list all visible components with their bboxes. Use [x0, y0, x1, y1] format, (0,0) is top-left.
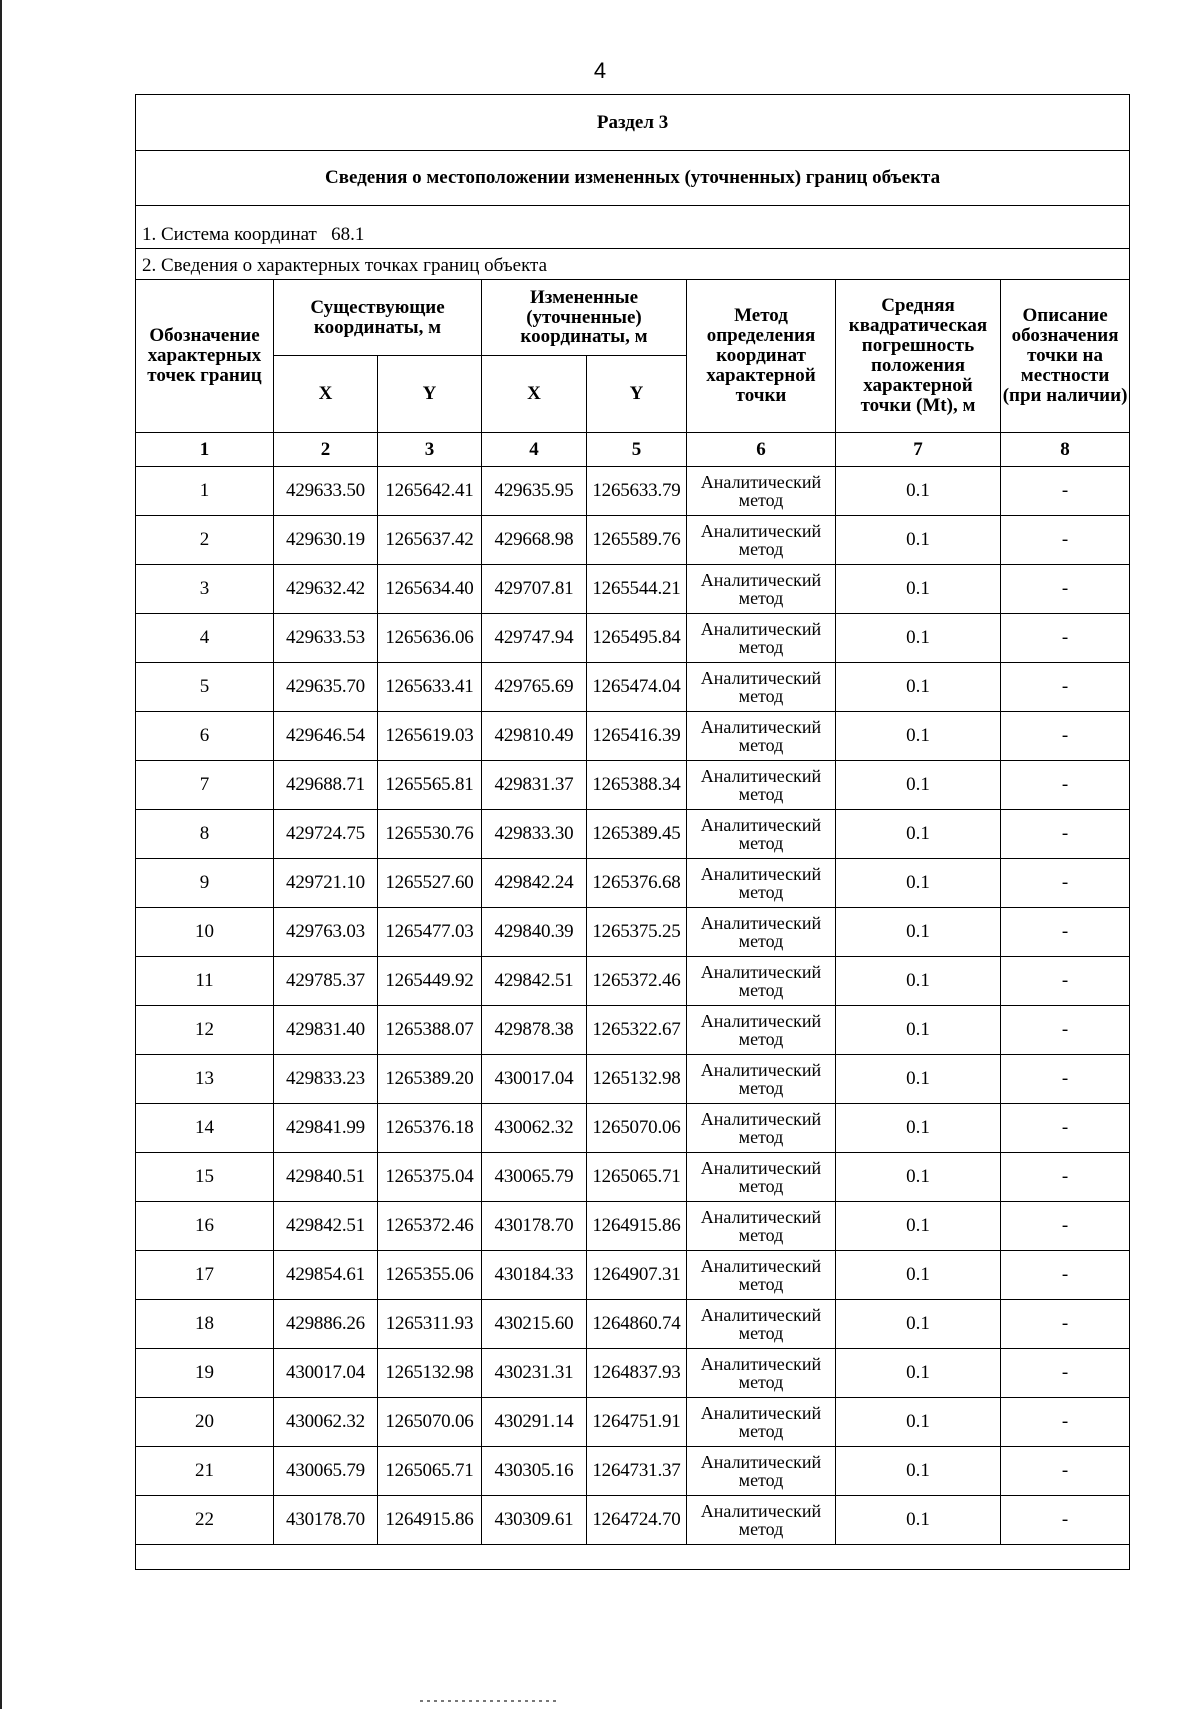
mean-square-error: 0.1 — [836, 1496, 1001, 1545]
column-number: 4 — [482, 433, 587, 467]
header-changed-y: Y — [587, 356, 687, 433]
method-line-2: метод — [738, 686, 784, 706]
changed-x: 430215.60 — [482, 1300, 587, 1349]
changed-x: 430062.32 — [482, 1104, 587, 1153]
method-line-1: Аналитический — [700, 1452, 822, 1472]
changed-x: 429747.94 — [482, 614, 587, 663]
changed-y: 1265416.39 — [587, 712, 687, 761]
point-number: 3 — [136, 565, 274, 614]
point-description: - — [1001, 467, 1130, 516]
table-row — [136, 1006, 1130, 1055]
existing-y: 1265565.81 — [378, 761, 482, 810]
changed-y: 1264751.91 — [587, 1398, 687, 1447]
table-row — [136, 908, 1130, 957]
changed-x: 429878.38 — [482, 1006, 587, 1055]
method-line-2: метод — [738, 1029, 784, 1049]
existing-x: 429630.19 — [274, 516, 378, 565]
method — [687, 467, 836, 516]
mean-square-error: 0.1 — [836, 516, 1001, 565]
changed-y: 1265322.67 — [587, 1006, 687, 1055]
table-row — [136, 1398, 1130, 1447]
method-line-1: Аналитический — [700, 962, 822, 982]
header-designation: Обозначение характерных точек границ — [136, 280, 274, 433]
method-line-2: метод — [738, 735, 784, 755]
point-number: 11 — [136, 957, 274, 1006]
mean-square-error: 0.1 — [836, 467, 1001, 516]
existing-x: 429724.75 — [274, 810, 378, 859]
column-numbers-row — [136, 433, 1130, 467]
table-footer-row — [136, 1545, 1130, 1570]
existing-y: 1265619.03 — [378, 712, 482, 761]
method-line-2: метод — [738, 1225, 784, 1245]
method-line-1: Аналитический — [700, 1060, 822, 1080]
existing-x: 429688.71 — [274, 761, 378, 810]
existing-x: 429763.03 — [274, 908, 378, 957]
existing-y: 1265388.07 — [378, 1006, 482, 1055]
changed-y: 1265070.06 — [587, 1104, 687, 1153]
point-description: - — [1001, 810, 1130, 859]
point-number: 18 — [136, 1300, 274, 1349]
header-changed-coordinates: Измененные (уточненные) координаты, м — [482, 280, 687, 356]
point-description: - — [1001, 1251, 1130, 1300]
method — [687, 1251, 836, 1300]
column-number: 1 — [136, 433, 274, 467]
changed-y: 1265376.68 — [587, 859, 687, 908]
table-row — [136, 614, 1130, 663]
changed-x: 430309.61 — [482, 1496, 587, 1545]
method-line-1: Аналитический — [700, 717, 822, 737]
point-description: - — [1001, 516, 1130, 565]
changed-y: 1264731.37 — [587, 1447, 687, 1496]
point-number: 20 — [136, 1398, 274, 1447]
table-row — [136, 1349, 1130, 1398]
method-line-2: метод — [738, 1078, 784, 1098]
changed-x: 429635.95 — [482, 467, 587, 516]
mean-square-error: 0.1 — [836, 1202, 1001, 1251]
existing-x: 430017.04 — [274, 1349, 378, 1398]
point-number: 1 — [136, 467, 274, 516]
column-number: 5 — [587, 433, 687, 467]
changed-x: 429842.51 — [482, 957, 587, 1006]
mean-square-error: 0.1 — [836, 1006, 1001, 1055]
existing-x: 429632.42 — [274, 565, 378, 614]
point-number: 8 — [136, 810, 274, 859]
existing-y: 1265376.18 — [378, 1104, 482, 1153]
point-number: 7 — [136, 761, 274, 810]
method-line-1: Аналитический — [700, 1207, 822, 1227]
method-line-1: Аналитический — [700, 913, 822, 933]
point-description: - — [1001, 712, 1130, 761]
mean-square-error: 0.1 — [836, 957, 1001, 1006]
changed-y: 1265372.46 — [587, 957, 687, 1006]
method-line-2: метод — [738, 1274, 784, 1294]
changed-x: 430184.33 — [482, 1251, 587, 1300]
changed-y: 1265544.21 — [587, 565, 687, 614]
point-description: - — [1001, 1055, 1130, 1104]
existing-x: 429785.37 — [274, 957, 378, 1006]
points-info-label: 2. Сведения о характерных точках границ объекта — [142, 255, 548, 277]
table-row — [136, 1202, 1130, 1251]
changed-x: 429668.98 — [482, 516, 587, 565]
point-description: - — [1001, 1447, 1130, 1496]
point-number: 10 — [136, 908, 274, 957]
existing-y: 1265311.93 — [378, 1300, 482, 1349]
changed-x: 429840.39 — [482, 908, 587, 957]
changed-x: 430291.14 — [482, 1398, 587, 1447]
existing-x: 429633.53 — [274, 614, 378, 663]
coordinate-system-value: 68.1 — [331, 224, 365, 246]
method-line-2: метод — [738, 1127, 784, 1147]
method — [687, 614, 836, 663]
method-line-2: метод — [738, 1470, 784, 1490]
point-description: - — [1001, 663, 1130, 712]
existing-y: 1265065.71 — [378, 1447, 482, 1496]
existing-y: 1265636.06 — [378, 614, 482, 663]
table-row — [136, 516, 1130, 565]
method-line-2: метод — [738, 1176, 784, 1196]
changed-y: 1264907.31 — [587, 1251, 687, 1300]
existing-x: 429831.40 — [274, 1006, 378, 1055]
method-line-1: Аналитический — [700, 570, 822, 590]
table-row — [136, 1153, 1130, 1202]
point-description: - — [1001, 1202, 1130, 1251]
existing-y: 1265637.42 — [378, 516, 482, 565]
existing-y: 1265642.41 — [378, 467, 482, 516]
changed-x: 430017.04 — [482, 1055, 587, 1104]
table-row — [136, 1104, 1130, 1153]
method-line-2: метод — [738, 980, 784, 1000]
changed-x: 429833.30 — [482, 810, 587, 859]
point-number: 12 — [136, 1006, 274, 1055]
scan-specks — [420, 1700, 560, 1702]
method — [687, 1104, 836, 1153]
existing-y: 1264915.86 — [378, 1496, 482, 1545]
method — [687, 761, 836, 810]
point-description: - — [1001, 1153, 1130, 1202]
mean-square-error: 0.1 — [836, 859, 1001, 908]
method-line-2: метод — [738, 1323, 784, 1343]
existing-y: 1265372.46 — [378, 1202, 482, 1251]
point-description: - — [1001, 908, 1130, 957]
existing-x: 429833.23 — [274, 1055, 378, 1104]
header-existing-y: Y — [378, 356, 482, 433]
existing-x: 430065.79 — [274, 1447, 378, 1496]
changed-y: 1265495.84 — [587, 614, 687, 663]
method — [687, 712, 836, 761]
method — [687, 663, 836, 712]
table-row — [136, 467, 1130, 516]
point-number: 6 — [136, 712, 274, 761]
mean-square-error: 0.1 — [836, 1055, 1001, 1104]
method — [687, 810, 836, 859]
coordinate-system-row — [136, 206, 1130, 249]
point-number: 19 — [136, 1349, 274, 1398]
header-existing-x: X — [274, 356, 378, 433]
existing-y: 1265070.06 — [378, 1398, 482, 1447]
changed-y: 1265389.45 — [587, 810, 687, 859]
point-description: - — [1001, 1300, 1130, 1349]
column-number: 8 — [1001, 433, 1130, 467]
method-line-2: метод — [738, 1519, 784, 1539]
method-line-1: Аналитический — [700, 619, 822, 639]
changed-y: 1265388.34 — [587, 761, 687, 810]
existing-y: 1265633.41 — [378, 663, 482, 712]
header-error: Средняя квадратическая погрешность положения характерной точки (Mt), м — [836, 280, 1001, 433]
points-info-row — [136, 249, 1130, 280]
changed-y: 1265474.04 — [587, 663, 687, 712]
point-number: 13 — [136, 1055, 274, 1104]
changed-y: 1265589.76 — [587, 516, 687, 565]
changed-x: 429765.69 — [482, 663, 587, 712]
method — [687, 516, 836, 565]
changed-x: 430305.16 — [482, 1447, 587, 1496]
existing-x: 429842.51 — [274, 1202, 378, 1251]
method-line-1: Аналитический — [700, 1256, 822, 1276]
method-line-1: Аналитический — [700, 864, 822, 884]
table-row — [136, 1251, 1130, 1300]
mean-square-error: 0.1 — [836, 1349, 1001, 1398]
changed-x: 429831.37 — [482, 761, 587, 810]
point-description: - — [1001, 957, 1130, 1006]
method-line-1: Аналитический — [700, 1158, 822, 1178]
table-row — [136, 712, 1130, 761]
point-description: - — [1001, 1006, 1130, 1055]
method — [687, 1006, 836, 1055]
method — [687, 908, 836, 957]
table-row — [136, 1496, 1130, 1545]
existing-x: 430178.70 — [274, 1496, 378, 1545]
table-row — [136, 1055, 1130, 1104]
empty-footer-cell — [136, 1545, 1130, 1570]
method-line-2: метод — [738, 588, 784, 608]
mean-square-error: 0.1 — [836, 614, 1001, 663]
table-row — [136, 1447, 1130, 1496]
changed-y: 1265375.25 — [587, 908, 687, 957]
table-row — [136, 663, 1130, 712]
header-method: Метод определения координат характерной точки — [687, 280, 836, 433]
point-number: 9 — [136, 859, 274, 908]
method-line-2: метод — [738, 1372, 784, 1392]
header-existing-coordinates: Существующие координаты, м — [274, 280, 482, 356]
column-number: 7 — [836, 433, 1001, 467]
point-description: - — [1001, 1496, 1130, 1545]
section-subtitle: Сведения о местоположении измененных (уточненных) границ объекта — [136, 151, 1130, 206]
mean-square-error: 0.1 — [836, 1300, 1001, 1349]
table-row — [136, 957, 1130, 1006]
header-description: Описание обозначения точки на местности (при наличии) — [1001, 280, 1130, 433]
method-line-2: метод — [738, 784, 784, 804]
existing-y: 1265530.76 — [378, 810, 482, 859]
mean-square-error: 0.1 — [836, 712, 1001, 761]
method — [687, 1447, 836, 1496]
mean-square-error: 0.1 — [836, 663, 1001, 712]
column-number: 3 — [378, 433, 482, 467]
mean-square-error: 0.1 — [836, 908, 1001, 957]
table-row — [136, 565, 1130, 614]
mean-square-error: 0.1 — [836, 1398, 1001, 1447]
method-line-2: метод — [738, 539, 784, 559]
changed-y: 1264860.74 — [587, 1300, 687, 1349]
point-description: - — [1001, 1349, 1130, 1398]
method-line-1: Аналитический — [700, 766, 822, 786]
point-description: - — [1001, 565, 1130, 614]
method — [687, 859, 836, 908]
method — [687, 565, 836, 614]
point-number: 15 — [136, 1153, 274, 1202]
method — [687, 1349, 836, 1398]
scan-edge-line — [0, 0, 2, 1709]
method — [687, 1153, 836, 1202]
boundary-points-table — [135, 94, 1130, 1570]
changed-x: 430178.70 — [482, 1202, 587, 1251]
method-line-1: Аналитический — [700, 1109, 822, 1129]
changed-y: 1264837.93 — [587, 1349, 687, 1398]
existing-y: 1265355.06 — [378, 1251, 482, 1300]
existing-y: 1265449.92 — [378, 957, 482, 1006]
method-line-2: метод — [738, 490, 784, 510]
mean-square-error: 0.1 — [836, 1447, 1001, 1496]
changed-y: 1265065.71 — [587, 1153, 687, 1202]
method-line-2: метод — [738, 882, 784, 902]
existing-x: 429854.61 — [274, 1251, 378, 1300]
existing-y: 1265634.40 — [378, 565, 482, 614]
changed-x: 429707.81 — [482, 565, 587, 614]
existing-x: 429646.54 — [274, 712, 378, 761]
table-row — [136, 810, 1130, 859]
existing-y: 1265527.60 — [378, 859, 482, 908]
method-line-1: Аналитический — [700, 1501, 822, 1521]
method — [687, 1202, 836, 1251]
existing-x: 429635.70 — [274, 663, 378, 712]
existing-y: 1265477.03 — [378, 908, 482, 957]
mean-square-error: 0.1 — [836, 810, 1001, 859]
method — [687, 1398, 836, 1447]
method-line-1: Аналитический — [700, 668, 822, 688]
existing-x: 429886.26 — [274, 1300, 378, 1349]
existing-x: 429841.99 — [274, 1104, 378, 1153]
point-number: 14 — [136, 1104, 274, 1153]
method-line-1: Аналитический — [700, 815, 822, 835]
existing-y: 1265375.04 — [378, 1153, 482, 1202]
method-line-1: Аналитический — [700, 1011, 822, 1031]
header-changed-x: X — [482, 356, 587, 433]
column-number: 2 — [274, 433, 378, 467]
method-line-2: метод — [738, 833, 784, 853]
changed-y: 1265132.98 — [587, 1055, 687, 1104]
point-description: - — [1001, 859, 1130, 908]
method-line-2: метод — [738, 637, 784, 657]
existing-x: 429840.51 — [274, 1153, 378, 1202]
mean-square-error: 0.1 — [836, 565, 1001, 614]
point-number: 16 — [136, 1202, 274, 1251]
changed-y: 1264915.86 — [587, 1202, 687, 1251]
existing-y: 1265389.20 — [378, 1055, 482, 1104]
point-number: 5 — [136, 663, 274, 712]
changed-y: 1265633.79 — [587, 467, 687, 516]
method-line-2: метод — [738, 1421, 784, 1441]
point-description: - — [1001, 614, 1130, 663]
point-description: - — [1001, 1104, 1130, 1153]
mean-square-error: 0.1 — [836, 761, 1001, 810]
method — [687, 1300, 836, 1349]
section-title: Раздел 3 — [136, 95, 1130, 151]
existing-x: 430062.32 — [274, 1398, 378, 1447]
mean-square-error: 0.1 — [836, 1153, 1001, 1202]
point-number: 2 — [136, 516, 274, 565]
table-row — [136, 859, 1130, 908]
coordinate-system-label: 1. Система координат — [142, 224, 317, 246]
existing-x: 429721.10 — [274, 859, 378, 908]
mean-square-error: 0.1 — [836, 1251, 1001, 1300]
method-line-1: Аналитический — [700, 521, 822, 541]
column-number: 6 — [687, 433, 836, 467]
method-line-1: Аналитический — [700, 1403, 822, 1423]
changed-x: 430065.79 — [482, 1153, 587, 1202]
method — [687, 1055, 836, 1104]
point-number: 4 — [136, 614, 274, 663]
changed-x: 429842.24 — [482, 859, 587, 908]
method-line-1: Аналитический — [700, 472, 822, 492]
table-row — [136, 761, 1130, 810]
point-number: 17 — [136, 1251, 274, 1300]
method — [687, 1496, 836, 1545]
method-line-2: метод — [738, 931, 784, 951]
point-number: 22 — [136, 1496, 274, 1545]
point-description: - — [1001, 761, 1130, 810]
method — [687, 957, 836, 1006]
page-number: 4 — [593, 58, 607, 83]
existing-y: 1265132.98 — [378, 1349, 482, 1398]
changed-x: 430231.31 — [482, 1349, 587, 1398]
method-line-1: Аналитический — [700, 1354, 822, 1374]
existing-x: 429633.50 — [274, 467, 378, 516]
point-description: - — [1001, 1398, 1130, 1447]
mean-square-error: 0.1 — [836, 1104, 1001, 1153]
changed-x: 429810.49 — [482, 712, 587, 761]
changed-y: 1264724.70 — [587, 1496, 687, 1545]
table-row — [136, 1300, 1130, 1349]
point-number: 21 — [136, 1447, 274, 1496]
method-line-1: Аналитический — [700, 1305, 822, 1325]
